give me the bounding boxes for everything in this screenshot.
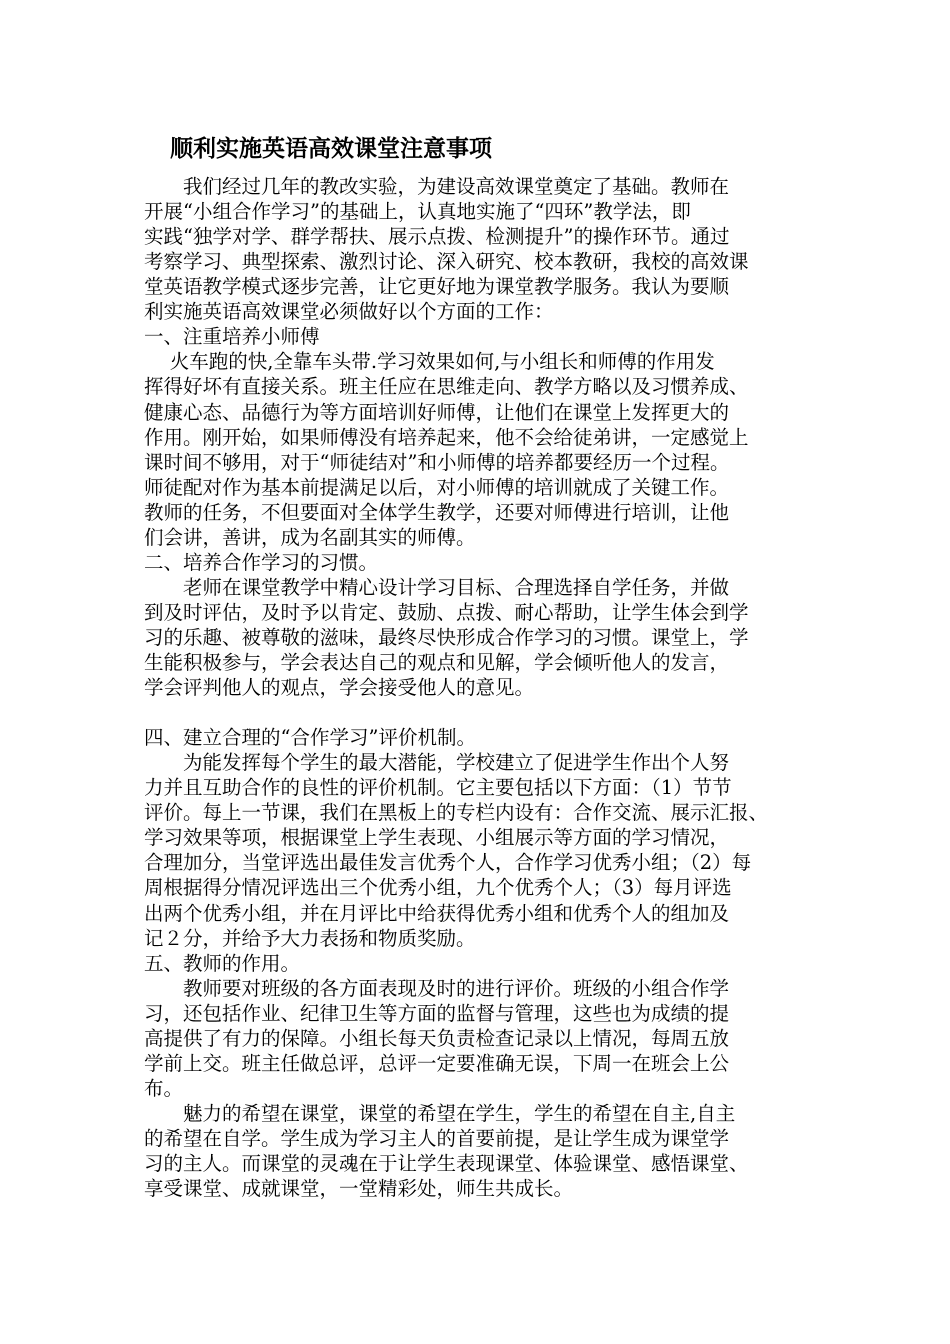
text-line: 周根据得分情况评选出三个优秀小组，九个优秀个人；（3）每月评选 (144, 876, 732, 900)
text-line: 五、教师的作用。 (144, 951, 301, 975)
text-line: 师徒配对作为基本前提满足以后，对小师傅的培训就成了关键工作。 (144, 475, 730, 499)
text-line: 力并且互助合作的良性的评价机制。它主要包括以下方面：（1）节节 (144, 776, 732, 800)
text-line: 魅力的希望在课堂，课堂的希望在学生，学生的希望在自主,自主 (144, 1101, 736, 1125)
text-line: 开展“小组合作学习”的基础上，认真地实施了“四环”教学法，即 (144, 200, 691, 224)
text-line: 评价。每上一节课，我们在黑板上的专栏内设有：合作交流、展示汇报、 (144, 801, 769, 825)
text-line: 一、注重培养小师傅 (144, 325, 320, 349)
text-line: 作用。刚开始，如果师傅没有培养起来，他不会给徒弟讲，一定感觉上 (144, 425, 749, 449)
text-line: 习的主人。而课堂的灵魂在于让学生表现课堂、体验课堂、感悟课堂、 (144, 1152, 749, 1175)
text-line: 二、培养合作学习的习惯。 (144, 550, 379, 574)
text-line: 布。 (144, 1076, 184, 1100)
text-line: 考察学习、典型探索、激烈讨论、深入研究、校本教研，我校的高效课 (144, 250, 749, 274)
text-line: 教师的任务，不但要面对全体学生教学，还要对师傅进行培训，让他 (144, 500, 730, 524)
text-line: 到及时评估，及时予以肯定、鼓励、点拨、耐心帮助，让学生体会到学 (144, 600, 749, 624)
text-line: 学前上交。班主任做总评，总评一定要准确无误，下周一在班会上公 (144, 1051, 730, 1075)
text-line: 高提供了有力的保障。小组长每天负责检查记录以上情况，每周五放 (144, 1026, 730, 1050)
text-line: 出两个优秀小组，并在月评比中给获得优秀小组和优秀个人的组加及 (144, 901, 730, 925)
text-line: 四、建立合理的“合作学习”评价机制。 (144, 726, 476, 750)
text-line: 课时间不够用，对于“师徒结对”和小师傅的培养都要经历一个过程。 (144, 450, 730, 474)
text-line: 我们经过几年的教改实验，为建设高效课堂奠定了基础。教师在 (144, 175, 730, 198)
text-line: 的希望在自学。学生成为学习主人的首要前提，是让学生成为课堂学 (144, 1126, 730, 1150)
text-line: 利实施英语高效课堂必须做好以个方面的工作： (144, 300, 554, 324)
text-line: 为能发挥每个学生的最大潜能，学校建立了促进学生作出个人努 (144, 751, 730, 775)
text-line: 生能积极参与，学会表达自己的观点和见解，学会倾听他人的发言， (144, 651, 730, 674)
text-line: 记２分，并给予大力表扬和物质奖励。 (144, 926, 476, 950)
text-line: 挥得好坏有直接关系。班主任应在思维走向、教学方略以及习惯养成、 (144, 375, 749, 399)
text-line: 火车跑的快,全靠车头带.学习效果如何,与小组长和师傅的作用发 (144, 350, 715, 374)
text-line: 们会讲，善讲，成为名副其实的师傅。 (144, 525, 476, 549)
text-line: 习，还包括作业、纪律卫生等方面的监督与管理，这些也为成绩的提 (144, 1001, 730, 1025)
text-line: 堂英语教学模式逐步完善，让它更好地为课堂教学服务。我认为要顺 (144, 275, 730, 299)
text-line: 实践“独学对学、群学帮扶、展示点拨、检测提升”的操作环节。通过 (144, 225, 730, 249)
text-line: 老师在课堂教学中精心设计学习目标、合理选择自学任务，并做 (144, 575, 730, 599)
text-line: 享受课堂、成就课堂，一堂精彩处，师生共成长。 (144, 1177, 574, 1200)
text-line: 习的乐趣、被尊敬的滋味，最终尽快形成合作学习的习惯。课堂上，学 (144, 625, 749, 649)
text-line: 学习效果等项，根据课堂上学生表现、小组展示等方面的学习情况， (144, 826, 730, 850)
text-line: 教师要对班级的各方面表现及时的进行评价。班级的小组合作学 (144, 976, 730, 1000)
text-line: 学会评判他人的观点，学会接受他人的意见。 (144, 676, 535, 699)
text-line: 合理加分，当堂评选出最佳发言优秀个人，合作学习优秀小组；（2）每 (144, 851, 752, 875)
document-title: 顺利实施英语高效课堂注意事项 (170, 135, 492, 162)
text-line: 健康心态、品德行为等方面培训好师傅，让他们在课堂上发挥更大的 (144, 400, 730, 424)
